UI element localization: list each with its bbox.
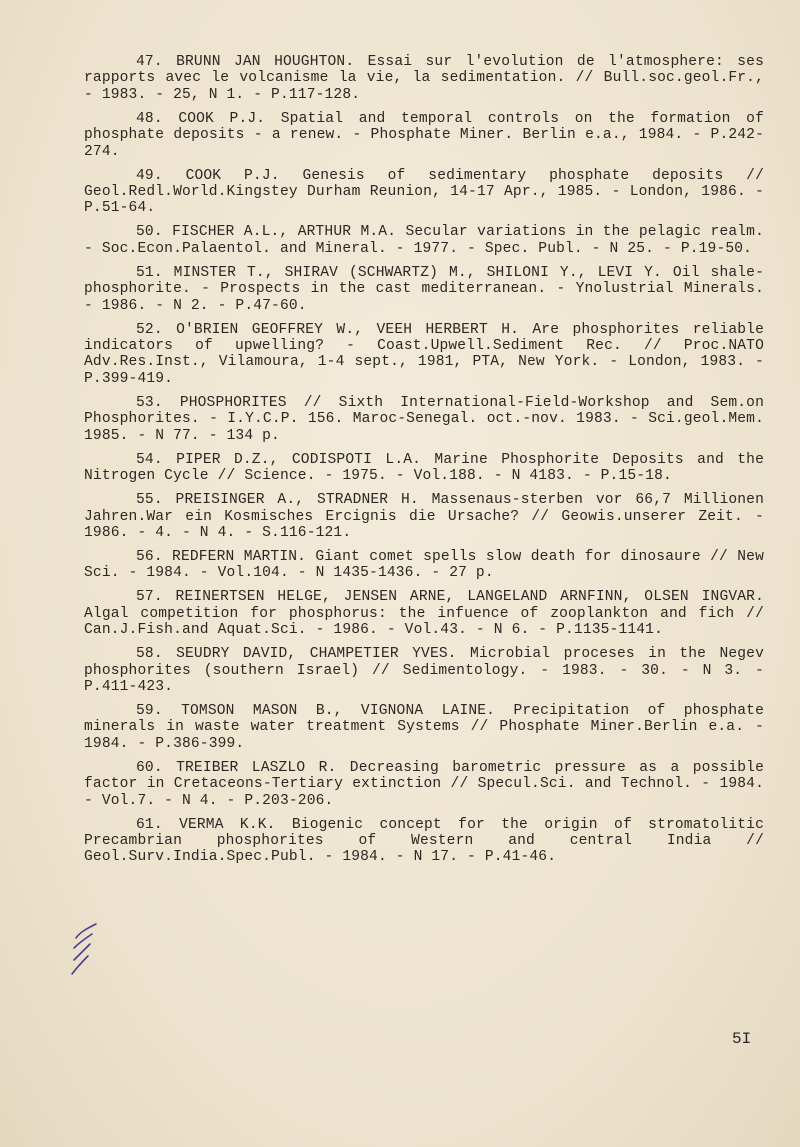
reference-list xyxy=(84,54,764,873)
reference-number: 58. xyxy=(136,646,163,663)
reference-entry xyxy=(84,322,764,388)
reference-entry xyxy=(84,549,764,582)
reference-text: COOK P.J. Genesis of sedimentary phosphate deposits // Geol.Redl.World.Kingstey Durham Reunion, 14-17 Apr., 1985. - London, 1986. - P.51-64. xyxy=(84,167,764,217)
reference-number: 60. xyxy=(136,759,163,776)
reference-number: 50. xyxy=(136,224,163,241)
reference-text: TREIBER LASZLO R. Decreasing barometric pressure as a possible factor in Cretaceons-Tertiary extinction // Specul.Sci. and Technol. - 1984. - Vol.7. - N 4. - P.203-206. xyxy=(84,759,764,809)
reference-entry xyxy=(84,111,764,160)
reference-number: 52. xyxy=(136,321,163,338)
reference-text: TOMSON MASON B., VIGNONA LAINE. Precipitation of phosphate minerals in waste water treatment Systems // Phosphate Miner.Berlin e.a. - 1984. - P.386-399. xyxy=(84,702,764,752)
reference-text: REDFERN MARTIN. Giant comet spells slow death for dinosaure // New Sci. - 1984. - Vol.104. - N 1435-1436. - 27 p. xyxy=(84,548,764,582)
reference-number: 53. xyxy=(136,394,163,411)
reference-text: FISCHER A.L., ARTHUR M.A. Secular variations in the pelagic realm. - Soc.Econ.Palaentol. and Mineral. - 1977. - Spec. Publ. - N 25. - P.19-50. xyxy=(84,224,764,257)
reference-number: 48. xyxy=(136,110,163,127)
reference-text: REINERTSEN HELGE, JENSEN ARNE, LANGELAND ARNFINN, OLSEN INGVAR. Algal competition for phosphorus: the infuence of zooplankton and fich // Can.J.Fish.and Aquat.Sci. - 1986. - Vol.43. - N 6. - P.1135-1141. xyxy=(84,589,764,639)
reference-number: 61. xyxy=(136,816,163,833)
page-number: 5I xyxy=(732,1030,752,1048)
reference-entry xyxy=(84,168,764,217)
reference-text: PIPER D.Z., CODISPOTI L.A. Marine Phosphorite Deposits and the Nitrogen Cycle // Science. - 1975. - Vol.188. - N 4183. - P.15-18. xyxy=(84,451,764,485)
handwritten-margin-mark-icon xyxy=(66,920,106,980)
reference-entry xyxy=(84,760,764,809)
reference-text: O'BRIEN GEOFFREY W., VEEH HERBERT H. Are phosphorites reliable indicators of upwelling? - Coast.Upwell.Sediment Rec. // Proc.NATO Adv.Res.Inst., Vilamoura, 1-4 sept., 1981, PTA, New York. - London, 1983. - P.399-419. xyxy=(84,321,764,387)
reference-number: 51. xyxy=(136,264,163,281)
reference-entry xyxy=(84,224,764,257)
reference-text: SEUDRY DAVID, CHAMPETIER YVES. Microbial proceses in the Negev phosphorites (southern Israel) // Sedimentology. - 1983. - 30. - N 3. - P.411-423. xyxy=(84,646,764,695)
reference-number: 47. xyxy=(136,54,163,70)
reference-entry xyxy=(84,646,764,695)
reference-text: PHOSPHORITES // Sixth International-Field-Workshop and Sem.on Phosphorites. - I.Y.C.P. 156. Maroc-Senegal. oct.-nov. 1983. - Sci.geol.Mem. 1985. - N 77. - 134 p. xyxy=(84,394,764,444)
reference-number: 59. xyxy=(136,702,163,719)
reference-entry xyxy=(84,817,764,866)
reference-text: PREISINGER A., STRADNER H. Massenaus-sterben vor 66,7 Millionen Jahren.War ein Kosmisches Ercignis die Ursache? // Geowis.unserer Zeit. - 1986. - 4. - N 4. - S.116-121. xyxy=(84,492,764,541)
reference-number: 49. xyxy=(136,167,163,184)
reference-entry xyxy=(84,492,764,541)
reference-entry xyxy=(84,703,764,752)
reference-text: BRUNN JAN HOUGHTON. Essai sur l'evolution de l'atmosphere: ses rapports avec le volcanisme la vie, la sedimentation. // Bull.soc.geol.Fr., - 1983. - 25, N 1. - P.117-128. xyxy=(84,54,764,103)
reference-text: COOK P.J. Spatial and temporal controls on the formation of phosphate deposits - a renew. - Phosphate Miner. Berlin e.a., 1984. - P.242-274. xyxy=(84,110,764,160)
reference-text: VERMA K.K. Biogenic concept for the origin of stromatolitic Precambrian phosphorites of Western and central India // Geol.Surv.India.Spec.Publ. - 1984. - N 17. - P.41-46. xyxy=(84,816,764,866)
reference-number: 57. xyxy=(136,589,163,606)
reference-entry xyxy=(84,265,764,314)
reference-entry xyxy=(84,54,764,103)
reference-number: 54. xyxy=(136,451,163,468)
reference-number: 55. xyxy=(136,492,163,509)
reference-number: 56. xyxy=(136,548,163,565)
reference-entry xyxy=(84,395,764,444)
reference-entry xyxy=(84,589,764,638)
reference-entry xyxy=(84,452,764,485)
reference-text: MINSTER T., SHIRAV (SCHWARTZ) M., SHILONI Y., LEVI Y. Oil shale-phosphorite. - Prospects in the cast mediterranean. - Ynolustrial Minerals. - 1986. - N 2. - P.47-60. xyxy=(84,264,764,314)
